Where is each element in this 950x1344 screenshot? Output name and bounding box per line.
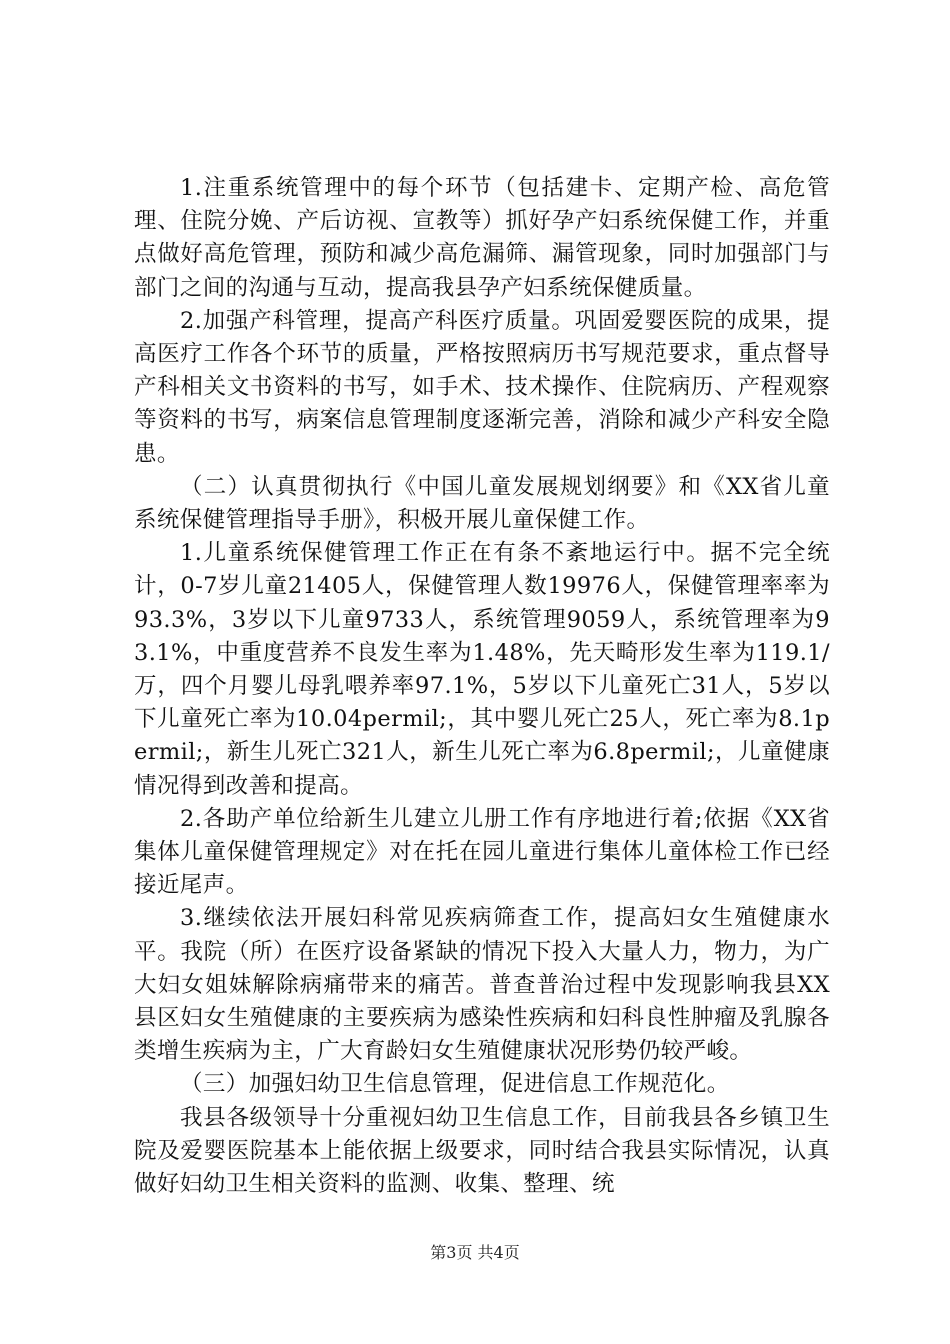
paragraph-maternal-system-management: 1.注重系统管理中的每个环节（包括建卡、定期产检、高危管理、住院分娩、产后访视、宣教等）抓好孕产妇系统保健工作，并重点做好高危管理，预防和减少高危漏筛、漏管现象，同时加强部门与部门之间的沟通与互动，提高我县孕产妇系统保健质量。 xyxy=(134,175,830,301)
paragraph-newborn-records: 2.各助产单位给新生儿建立儿册工作有序地进行着;依据《XX省集体儿童保健管理规定》对在托在园儿童进行集体儿童体检工作已经接近尾声。 xyxy=(134,805,830,899)
section-heading-child-health: （二）认真贯彻执行《中国儿童发展规划纲要》和《XX省儿童系统保健管理指导手册》，积极开展儿童保健工作。 xyxy=(134,473,830,534)
page-number-footer: 第3页 共4页 xyxy=(430,1243,520,1262)
paragraph-gynecological-screening: 3.继续依法开展妇科常见疾病筛查工作，提高妇女生殖健康水平。我院（所）在医疗设备紧缺的情况下投入大量人力，物力，为广大妇女姐妹解除病痛带来的痛苦。普查普治过程中发现影响我县XX县区妇女生殖健康的主要疾病为感染性疾病和妇科良性肿瘤及乳腺各类增生疾病为主，广大育龄妇女生殖健康状况形势仍较严峻。 xyxy=(134,905,830,1065)
paragraph-child-health-statistics: 1.儿童系统保健管理工作正在有条不紊地运行中。据不完全统计，0-7岁儿童21405人，保健管理人数19976人，保健管理率率为93.3%，3岁以下儿童9733人，系统管理9059人，系统管理率为93.1%，中重度营养不良发生率为1.48%，先天畸形发生率为119.1/万，四个月婴儿母乳喂养率97.1%，5岁以下儿童死亡31人，5岁以下儿童死亡率为10.04permil;，其中婴儿死亡25人，死亡率为8.1permil;，新生儿死亡321人，新生儿死亡率为6.8permil;，儿童健康情况得到改善和提高。 xyxy=(134,540,830,799)
section-heading-information-management: （三）加强妇幼卫生信息管理，促进信息工作规范化。 xyxy=(180,1071,730,1098)
paragraph-information-work: 我县各级领导十分重视妇幼卫生信息工作，目前我县各乡镇卫生院及爱婴医院基本上能依据上级要求，同时结合我县实际情况，认真做好妇幼卫生相关资料的监测、收集、整理、统 xyxy=(134,1104,830,1198)
paragraph-obstetrics-management: 2.加强产科管理，提高产科医疗质量。巩固爱婴医院的成果，提高医疗工作各个环节的质量，严格按照病历书写规范要求，重点督导产科相关文书资料的书写，如手术、技术操作、住院病历、产程观察等资料的书写，病案信息管理制度逐渐完善，消除和减少产科安全隐患。 xyxy=(134,307,830,467)
document-body xyxy=(134,172,830,1201)
